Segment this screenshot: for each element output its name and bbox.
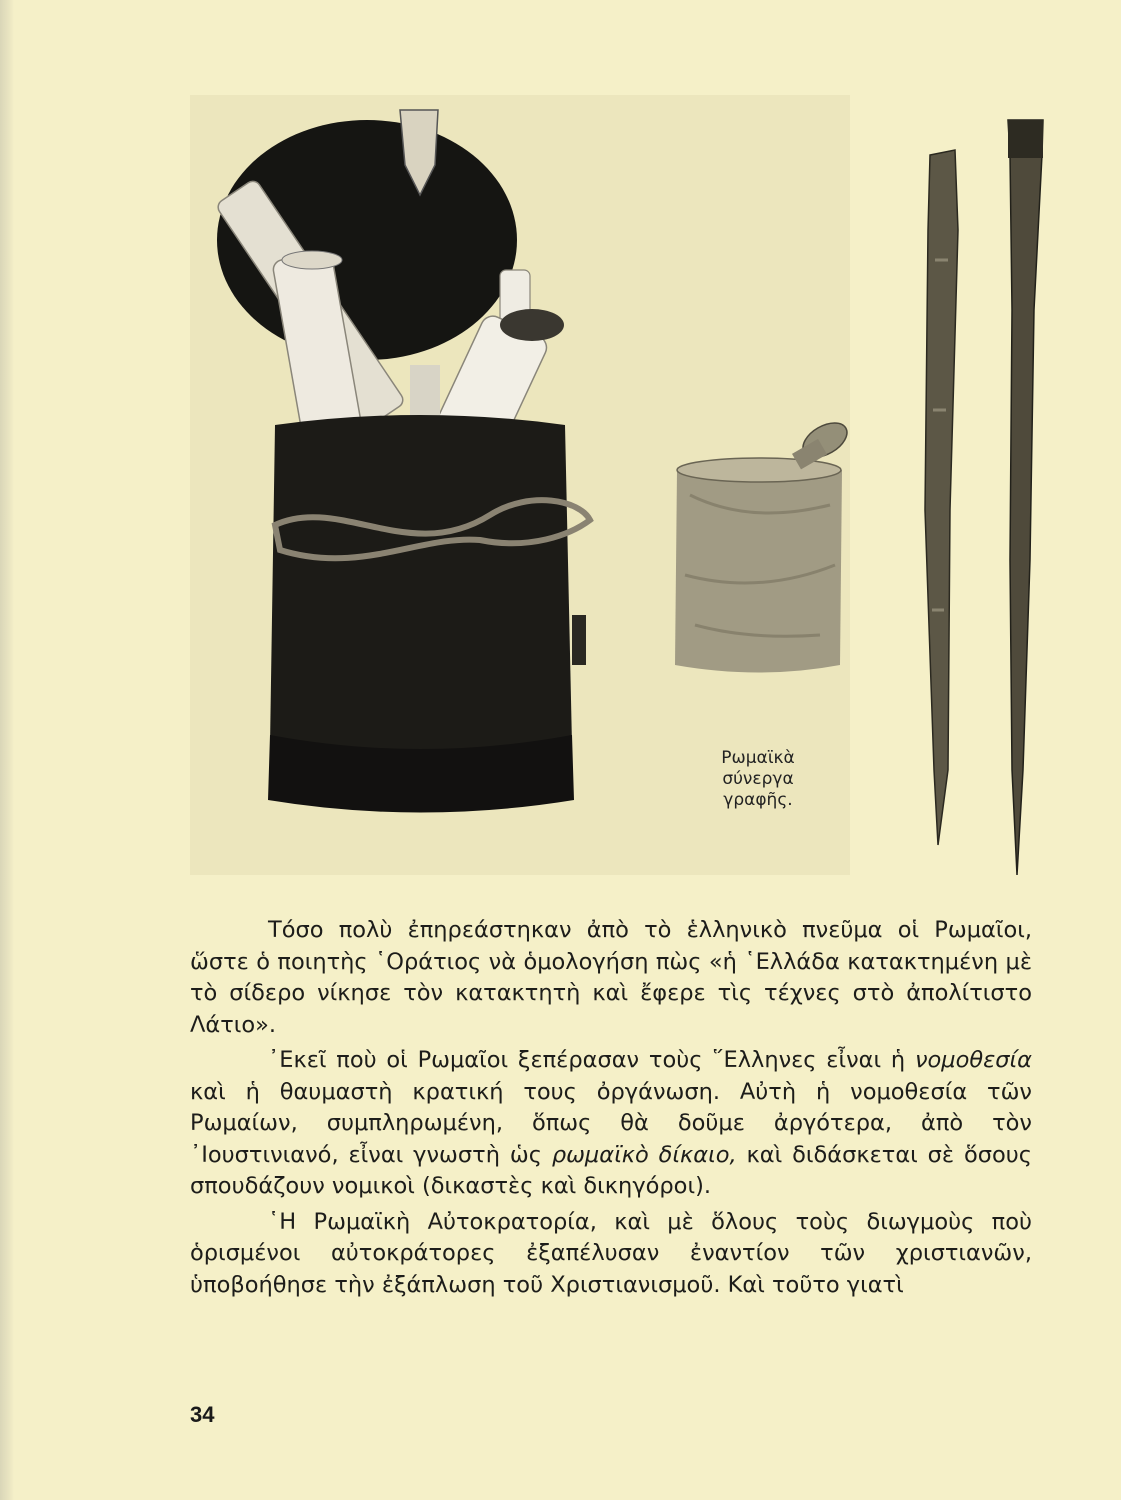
caption-line-3: γραφῆς. xyxy=(723,790,793,810)
paragraph-2-text-a: ᾿Εκεῖ ποὺ οἱ Ρωμαῖοι ξεπέρασαν τοὺς ῞Ελληνες εἶναι ἡ xyxy=(268,1047,915,1073)
paragraph-2 xyxy=(190,1045,1032,1203)
stylus-left xyxy=(925,150,958,845)
scroll-box-body xyxy=(270,415,572,758)
stylus-right xyxy=(1008,120,1043,875)
paragraph-3-text: ῾Η Ρωμαϊκὴ Αὐτοκρατορία, καὶ μὲ ὅλους τοὺς διωγμοὺς ποὺ ὁρισμένοι αὐτοκράτορες ἐξαπέλυσαν ἐναντίον τῶν χριστιανῶν, ὑποβοήθησε τὴν ἐξάπλωση τοῦ Χριστιανισμοῦ. Καὶ τοῦτο γιατὶ xyxy=(190,1208,1032,1298)
caption-line-2: σύνεργα xyxy=(722,769,794,789)
caption-line-1: Ρωμαϊκὰ xyxy=(721,748,795,768)
term-roman-law: ρωμαϊκὸ δίκαιο, xyxy=(551,1141,737,1168)
styli-illustration xyxy=(900,110,1070,890)
body-text xyxy=(190,915,1032,1305)
page-left-edge xyxy=(0,0,14,1500)
term-legislation: νομοθεσία xyxy=(914,1047,1032,1073)
paragraph-3 xyxy=(190,1207,1032,1302)
paragraph-1 xyxy=(190,915,1032,1041)
page-number: 34 xyxy=(190,1402,215,1427)
paragraph-2-text-c: καὶ διδάσκεται σὲ ὅσους σπουδάζουν νομικοὶ (δικαστὲς καὶ δικηγόροι). xyxy=(190,1141,1033,1199)
inkpot-body xyxy=(675,463,842,673)
figure-caption xyxy=(688,748,828,811)
paragraph-1-text: Τόσο πολὺ ἐπηρεάστηκαν ἀπὸ τὸ ἑλληνικὸ πνεῦμα οἱ Ρωμαῖοι, ὥστε ὁ ποιητὴς ῾Οράτιος νὰ ὁμολογήση πὼς «ἡ ῾Ελλάδα κατακτημένη μὲ τὸ σίδερο νίκησε τὸν κατακτητὴ καὶ ἔφερε τὶς τέχνες στὸ ἀπολίτιστο Λάτιο». xyxy=(190,917,1032,1038)
paragraph-2-text-b: καὶ ἡ θαυμαστὴ κρατική τους ὀργάνωση. Αὐτὴ ἡ νομοθεσία τῶν Ρωμαίων, συμπληρωμένη, ὅπως θὰ δοῦμε ἀργότερα, ἀπὸ τὸν ᾿Ιουστινιανό, εἶναι γνωστὴ ὡς xyxy=(190,1078,1032,1168)
